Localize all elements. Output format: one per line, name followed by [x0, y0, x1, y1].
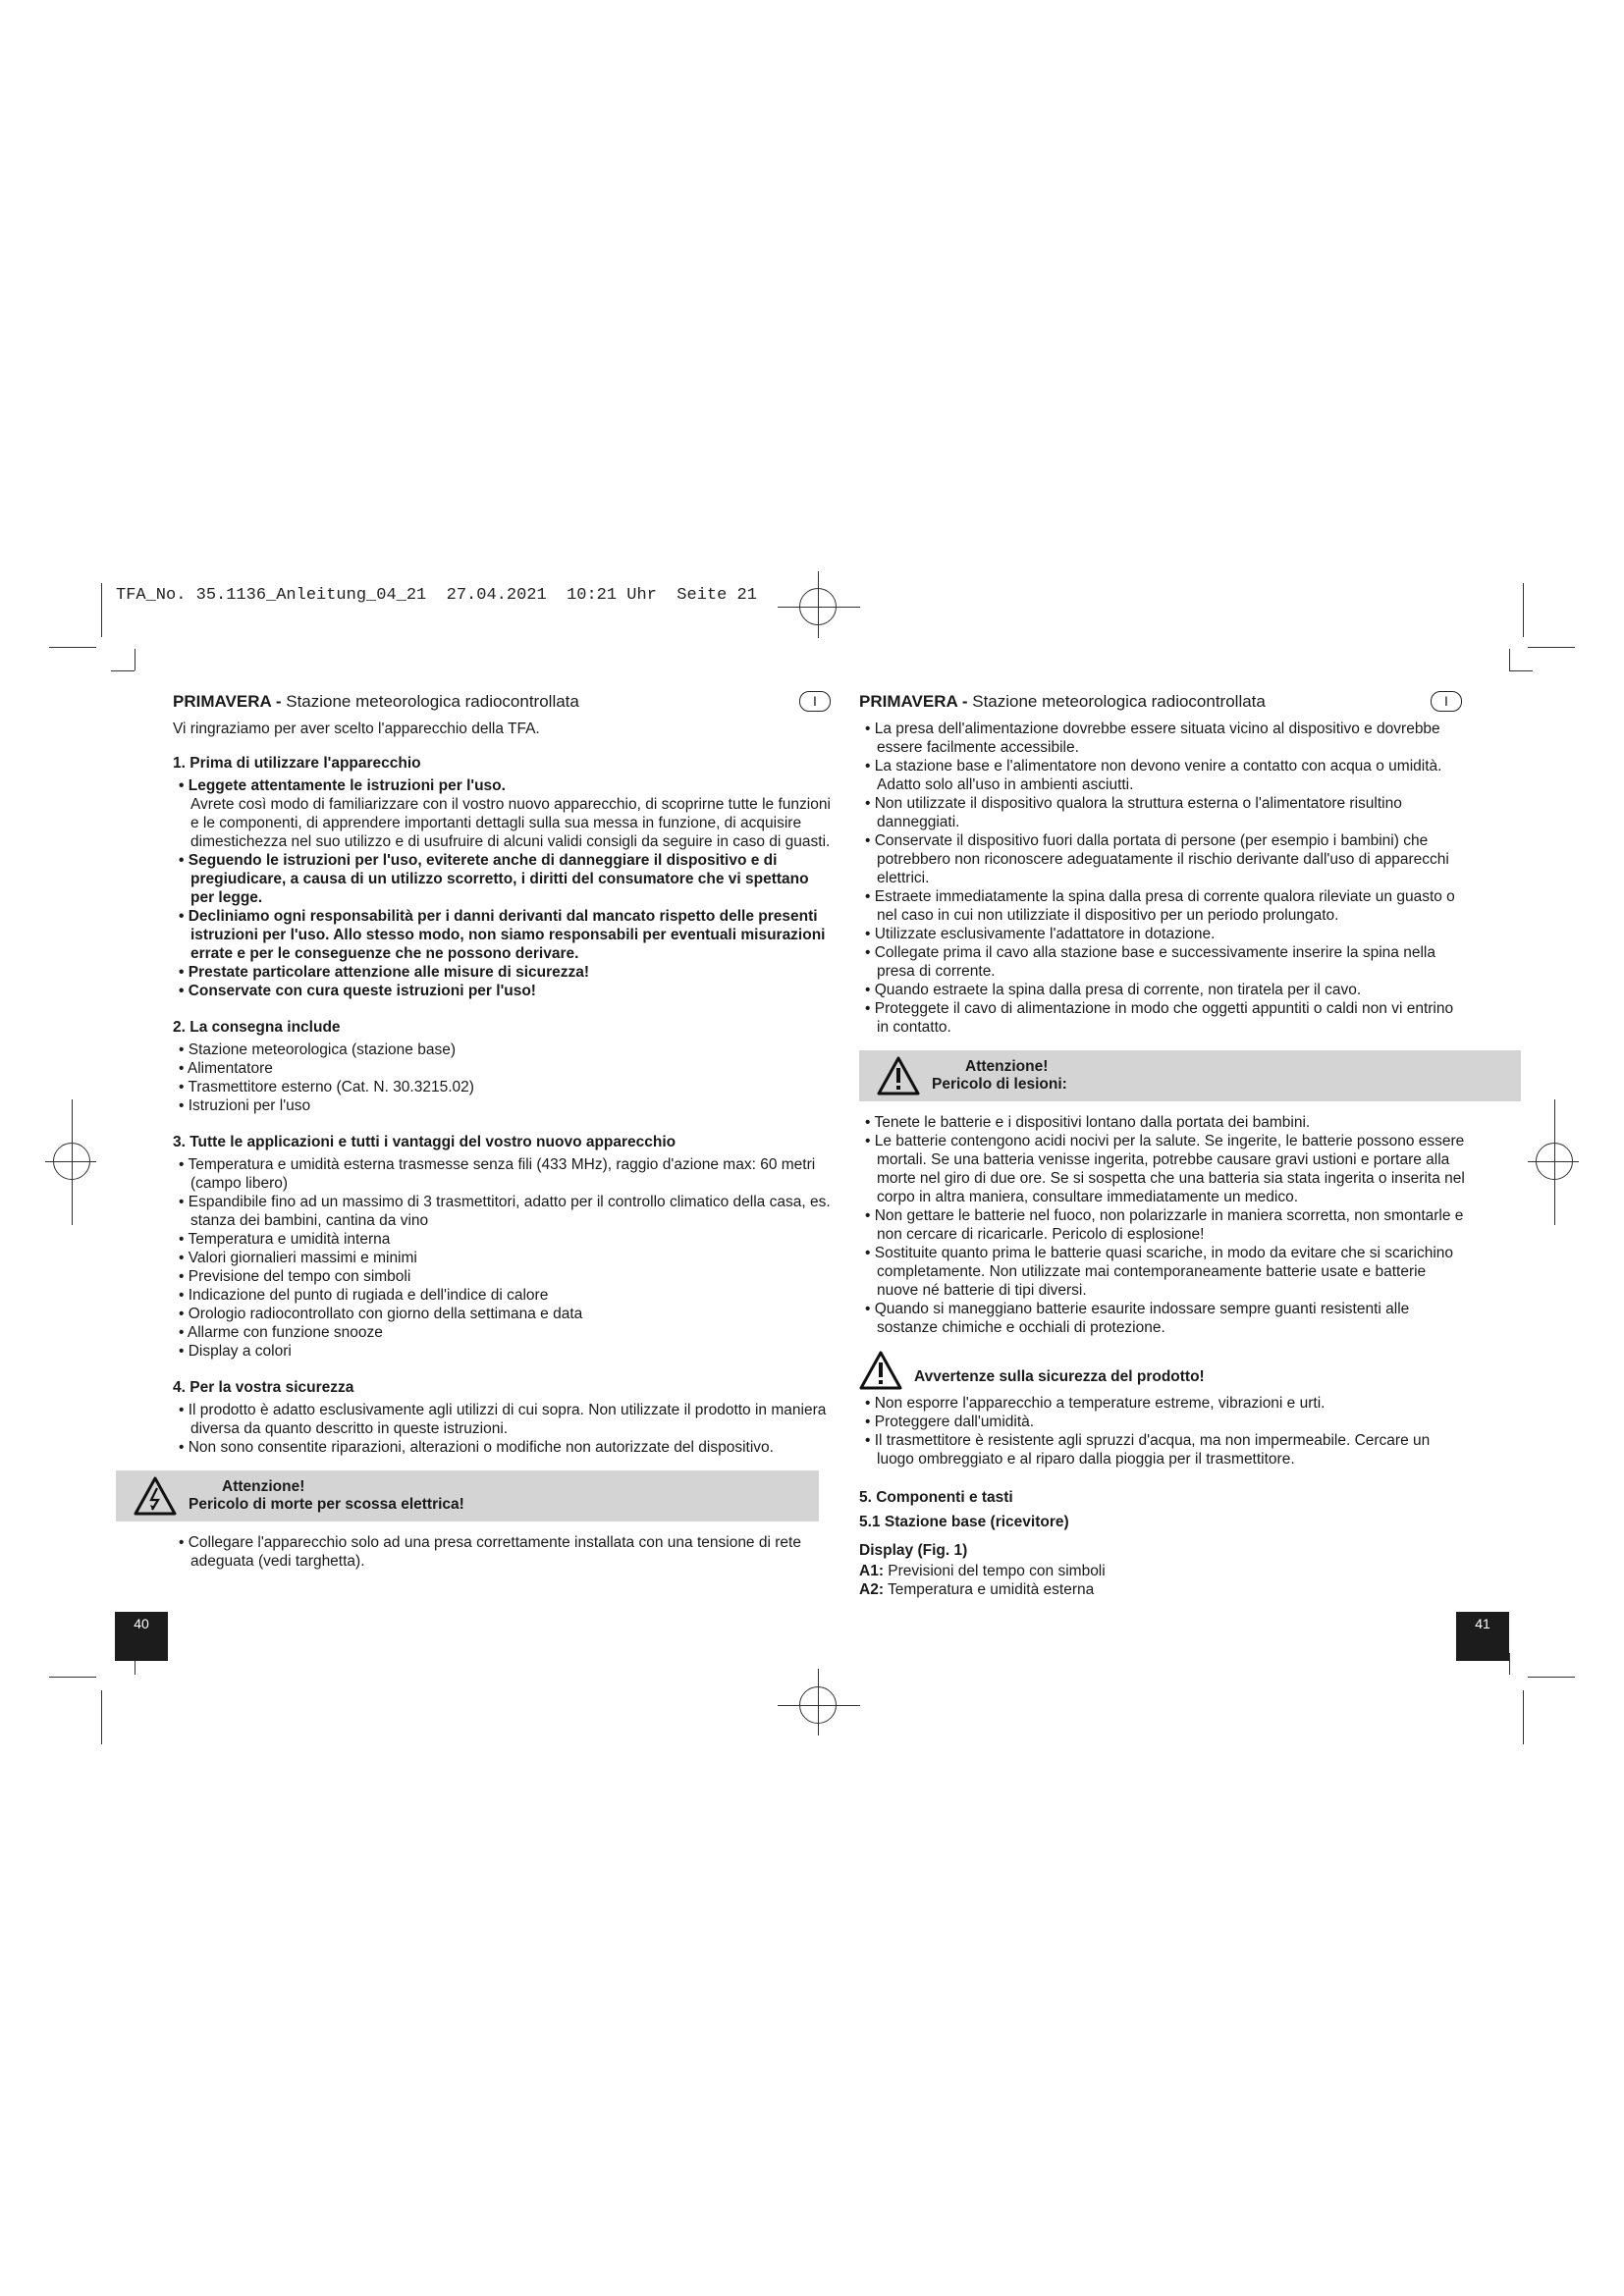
- crop-mark: [1523, 583, 1524, 637]
- intro-text: Vi ringraziamo per aver scelto l'apparecchio della TFA.: [173, 721, 540, 737]
- list-item: • Le batterie contengono acidi nocivi per la salute. Se ingerite, le batterie possono essere mortali. Se una batteria venisse ingerita, potrebbe causare gravi ustioni e portare alla morte nel giro di due ore. Se si sospetta che una batteria sia stata ingerita o inserita nel corpo in altra maniera, consultare immediatamente un medico.: [865, 1133, 1465, 1205]
- list-item: • Temperatura e umidità interna: [179, 1231, 391, 1248]
- print-slug: TFA_No. 35.1136_Anleitung_04_21 27.04.2021 10:21 Uhr Seite 21: [116, 586, 757, 605]
- battery-safety-list: [859, 1113, 1468, 1337]
- crop-mark: [1509, 649, 1510, 670]
- page-number: 40: [115, 1612, 168, 1661]
- list-item: • Proteggere dall'umidità.: [865, 1414, 1035, 1430]
- list-item: • Collegare l'apparecchio solo ad una presa correttamente installata con una tensione di rete adeguata (vedi targhetta).: [179, 1534, 801, 1570]
- list-item: • Tenete le batterie e i dispositivi lontano dalla portata dei bambini.: [865, 1114, 1311, 1131]
- list-item: • Indicazione del punto di rugiada e dell'indice di calore: [179, 1287, 549, 1304]
- page-header: [859, 691, 1468, 712]
- language-badge: I: [799, 691, 831, 712]
- page-number: 41: [1456, 1612, 1509, 1661]
- list-item: • Non utilizzate il dispositivo qualora la struttura esterna o l'alimentatore risultino danneggiati.: [865, 795, 1402, 830]
- warning-product-safety: [859, 1351, 1468, 1390]
- features-list: [173, 1155, 837, 1361]
- list-item: • Quando si maneggiano batterie esaurite indossare sempre guanti resistenti alle sostanze chimiche e occhiali di protezione.: [865, 1301, 1410, 1336]
- display-item-a1: A1: Previsioni del tempo con simboli: [859, 1563, 1106, 1579]
- paragraph: Avrete così modo di familiarizzare con il vostro nuovo apparecchio, di scoprirne tutte le funzioni e le componenti, di apprendere importanti dettagli sulla sua messa in funzione, di acquisire dimestichezza nel suo utilizzo e di usufruire di alcuni validi consigli da seguire in caso di guasti.: [190, 796, 831, 850]
- list-item: • Il trasmettitore è resistente agli spruzzi d'acqua, ma non impermeabile. Cercare un luogo ombreggiato e al riparo dalla pioggia per il trasmettitore.: [865, 1432, 1431, 1468]
- product-safety-list: [859, 1394, 1468, 1468]
- list-item: • Stazione meteorologica (stazione base): [179, 1041, 456, 1058]
- list-item: • Istruzioni per l'uso: [179, 1097, 311, 1114]
- crop-mark: [49, 1677, 96, 1678]
- list-item: • Sostituite quanto prima le batterie quasi scariche, in modo da evitare che si scarichino completamente. Non utilizzate mai contemporaneamente batterie usate e batterie nuove né batterie di tipi diversi.: [865, 1245, 1454, 1299]
- safety-list: [173, 1401, 837, 1457]
- power-safety-list: [859, 720, 1468, 1037]
- display-item-a2: A2: Temperatura e umidità esterna: [859, 1581, 1095, 1598]
- list-item: • Valori giornalieri massimi e minimi: [179, 1250, 417, 1266]
- warning-title: Attenzione!: [965, 1058, 1049, 1075]
- left-page: [173, 691, 837, 1571]
- list-item: • Utilizzate esclusivamente l'adattatore in dotazione.: [865, 926, 1216, 942]
- electric-hazard-icon: [134, 1476, 177, 1516]
- language-badge: I: [1431, 691, 1462, 712]
- list-item: • Conservate il dispositivo fuori dalla portata di persone (per esempio i bambini) che potrebbero non riconoscere adeguatamente il rischio derivante dall'uso di apparecchi elettrici.: [865, 832, 1449, 886]
- list-item: • Il prodotto è adatto esclusivamente agli utilizzi di cui sopra. Non utilizzate il prodotto in maniera diversa da quanto descritto in queste istruzioni.: [179, 1402, 827, 1437]
- delivery-list: [173, 1041, 837, 1115]
- list-item: • Estraete immediatamente la spina dalla presa di corrente qualora rileviate un guasto o nel caso in cui non utilizziate il dispositivo per un periodo prolungato.: [865, 888, 1455, 924]
- crop-mark: [1509, 670, 1533, 671]
- warning-box-electric: [116, 1470, 819, 1522]
- list-item: • Alimentatore: [179, 1060, 273, 1077]
- list-item: • Non gettare le batterie nel fuoco, non polarizzarle in maniera scorretta, non smontarle e non cercare di ricaricarle. Pericolo di esplosione!: [865, 1207, 1464, 1243]
- list-item: • Conservate con cura queste istruzioni per l'uso!: [179, 983, 536, 999]
- list-item: • Previsione del tempo con simboli: [179, 1268, 411, 1285]
- page-title: PRIMAVERA - Stazione meteorologica radiocontrollata: [859, 692, 1266, 711]
- crop-mark: [1528, 647, 1575, 648]
- list-item: • Collegate prima il cavo alla stazione base e successivamente inserire la spina nella presa di corrente.: [865, 944, 1435, 980]
- list-item: • La presa dell'alimentazione dovrebbe essere situata vicino al dispositivo e dovrebbe essere facilmente accessibile.: [865, 721, 1440, 756]
- warning-subtitle: Pericolo di lesioni:: [932, 1076, 1067, 1093]
- section-title: 5. Componenti e tasti: [859, 1489, 1013, 1506]
- page-title: PRIMAVERA - Stazione meteorologica radiocontrollata: [173, 692, 579, 711]
- crop-mark: [101, 583, 102, 637]
- crop-mark: [101, 1690, 102, 1744]
- crop-mark: [1528, 1677, 1575, 1678]
- warning-box-injury: [859, 1050, 1521, 1101]
- section-title: 3. Tutte le applicazioni e tutti i vantaggi del vostro nuovo apparecchio: [173, 1134, 677, 1150]
- list-item: • Prestate particolare attenzione alle misure di sicurezza!: [179, 964, 590, 981]
- right-page: [859, 691, 1468, 1599]
- list-item: • Leggete attentamente le istruzioni per l'uso.: [179, 777, 506, 794]
- crop-mark: [1523, 1690, 1524, 1744]
- list-item: • Non sono consentite riparazioni, alterazioni o modifiche non autorizzate del dispositivo.: [179, 1439, 774, 1456]
- list-item: • La stazione base e l'alimentatore non devono venire a contatto con acqua o umidità. Adatto solo all'uso in ambienti asciutti.: [865, 758, 1442, 793]
- warning-subtitle: Pericolo di morte per scossa elettrica!: [189, 1496, 464, 1513]
- list-item: • Proteggete il cavo di alimentazione in modo che oggetti appuntiti o caldi non vi entrino in contatto.: [865, 1000, 1454, 1036]
- section-title: 2. La consegna include: [173, 1019, 341, 1036]
- warning-triangle-icon: [859, 1351, 902, 1390]
- crop-mark: [1509, 1653, 1510, 1675]
- list-item: • Temperatura e umidità esterna trasmesse senza fili (433 MHz), raggio d'azione max: 60 metri (campo libero): [179, 1156, 816, 1192]
- list-item: • Quando estraete la spina dalla presa di corrente, non tiratela per il cavo.: [865, 982, 1362, 998]
- list-item: • Allarme con funzione snooze: [179, 1324, 383, 1341]
- list-item: • Non esporre l'apparecchio a temperature estreme, vibrazioni e urti.: [865, 1395, 1326, 1412]
- page-header: [173, 691, 837, 712]
- subsection-title: 5.1 Stazione base (ricevitore): [859, 1514, 1069, 1530]
- list-item: • Decliniamo ogni responsabilità per i danni derivanti dal mancato rispetto delle presenti istruzioni per l'uso. Allo stesso modo, non siamo responsabili per eventuali misurazioni errate e per le conseguenze che ne possono derivare.: [179, 908, 826, 962]
- warning-title: Attenzione!: [222, 1478, 305, 1495]
- crop-mark: [111, 670, 135, 671]
- list-item: • Seguendo le istruzioni per l'uso, eviterete anche di danneggiare il dispositivo e di pregiudicare, a causa di un utilizzo scorretto, i diritti del consumatore che vi spettano per legge.: [179, 852, 809, 906]
- warning-triangle-icon: [877, 1056, 920, 1095]
- warning-title: Avvertenze sulla sicurezza del prodotto!: [914, 1368, 1205, 1385]
- list-item: • Display a colori: [179, 1343, 292, 1360]
- list-item: • Trasmettitore esterno (Cat. N. 30.3215.02): [179, 1079, 474, 1095]
- crop-mark: [49, 647, 96, 648]
- section-title: 1. Prima di utilizzare l'apparecchio: [173, 755, 421, 772]
- section-title: 4. Per la vostra sicurezza: [173, 1379, 354, 1396]
- list-item: • Espandibile fino ad un massimo di 3 trasmettitori, adatto per il controllo climatico della casa, es. stanza dei bambini, cantina da vino: [179, 1194, 831, 1229]
- display-title: Display (Fig. 1): [859, 1542, 968, 1559]
- list-item: • Orologio radiocontrollato con giorno della settimana e data: [179, 1306, 583, 1322]
